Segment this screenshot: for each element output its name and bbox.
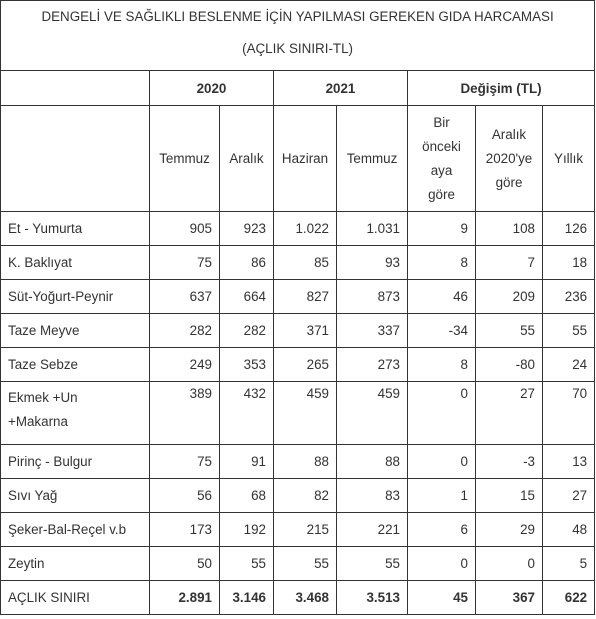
value-cell: 905 [150,212,220,246]
value-cell: 371 [274,314,337,348]
table-title [1,1,595,71]
value-cell: 88 [337,445,408,479]
row-label: Taze Meyve [1,314,150,348]
row-label: Zeytin [1,547,150,581]
group-header-empty [1,71,150,106]
value-cell: 1 [408,479,476,513]
sub-header-annual-change: Yıllık [543,106,595,212]
total-row [1,581,595,615]
sub-header-temmuz-2021: Temmuz [337,106,408,212]
value-cell: 91 [220,445,274,479]
table-row [1,382,595,445]
value-cell: 0 [408,445,476,479]
value-cell: 337 [337,314,408,348]
value-cell: -3 [476,445,543,479]
value-cell: 9 [408,212,476,246]
value-cell: -80 [476,348,543,382]
sub-header-haziran-2021: Haziran [274,106,337,212]
value-cell: 664 [220,280,274,314]
value-cell: 353 [220,348,274,382]
value-cell: 282 [150,314,220,348]
sub-header-empty [1,106,150,212]
value-cell: 24 [543,348,595,382]
group-header-2021: 2021 [274,71,408,106]
value-cell: 459 [337,382,408,445]
value-cell: 83 [337,479,408,513]
sub-header-row [1,106,595,212]
table-row [1,445,595,479]
value-cell: 0 [408,547,476,581]
value-cell: 827 [274,280,337,314]
value-cell: 29 [476,513,543,547]
value-cell: 0 [476,547,543,581]
title-unit: (AÇLIK SINIRI-TL) [242,41,353,56]
value-cell: 8 [408,348,476,382]
value-cell: 15 [476,479,543,513]
value-cell: 88 [274,445,337,479]
value-cell: 126 [543,212,595,246]
value-cell: 173 [150,513,220,547]
value-cell: 432 [220,382,274,445]
table-row [1,513,595,547]
sub-header-aralik-2020: Aralık [220,106,274,212]
value-cell: 389 [150,382,220,445]
value-cell: 86 [220,246,274,280]
row-label: K. Baklıyat [1,246,150,280]
value-cell: 1.031 [337,212,408,246]
value-cell: 75 [150,246,220,280]
value-cell: 265 [274,348,337,382]
total-value-cell: 622 [543,581,595,615]
value-cell: 923 [220,212,274,246]
value-cell: 56 [150,479,220,513]
group-header-2020: 2020 [150,71,274,106]
total-value-cell: 367 [476,581,543,615]
row-label: Et - Yumurta [1,212,150,246]
value-cell: 273 [337,348,408,382]
total-label: AÇLIK SINIRI [1,581,150,615]
row-label: Sıvı Yağ [1,479,150,513]
table-row [1,314,595,348]
value-cell: 70 [543,382,595,445]
group-header-row [1,71,595,106]
value-cell: 7 [476,246,543,280]
title-main: DENGELİ VE SAĞLIKLI BESLENME İÇİN YAPILMASI GEREKEN GIDA HARCAMASI [41,9,554,24]
value-cell: 249 [150,348,220,382]
value-cell: 236 [543,280,595,314]
value-cell: 5 [543,547,595,581]
value-cell: 18 [543,246,595,280]
value-cell: 209 [476,280,543,314]
row-label: Şeker-Bal-Reçel v.b [1,513,150,547]
sub-header-monthly-change: Bir önceki aya göre [408,106,476,212]
table-row [1,348,595,382]
table-row [1,280,595,314]
value-cell: 55 [476,314,543,348]
sub-header-since-december-change: Aralık 2020'ye göre [476,106,543,212]
row-label: Ekmek +Un +Makarna [1,382,150,445]
value-cell: 637 [150,280,220,314]
value-cell: 8 [408,246,476,280]
row-label: Pirinç - Bulgur [1,445,150,479]
value-cell: 6 [408,513,476,547]
value-cell: 55 [543,314,595,348]
table-row [1,212,595,246]
value-cell: 1.022 [274,212,337,246]
value-cell: 27 [476,382,543,445]
value-cell: 0 [408,382,476,445]
value-cell: 55 [337,547,408,581]
table-row [1,479,595,513]
value-cell: 93 [337,246,408,280]
value-cell: 55 [274,547,337,581]
value-cell: 282 [220,314,274,348]
row-label: Taze Sebze [1,348,150,382]
value-cell: 46 [408,280,476,314]
value-cell: 50 [150,547,220,581]
value-cell: 459 [274,382,337,445]
value-cell: 85 [274,246,337,280]
total-value-cell: 45 [408,581,476,615]
title-row [1,1,595,71]
total-value-cell: 3.513 [337,581,408,615]
row-label: Süt-Yoğurt-Peynir [1,280,150,314]
value-cell: 68 [220,479,274,513]
table-row [1,246,595,280]
value-cell: 48 [543,513,595,547]
sub-header-temmuz-2020: Temmuz [150,106,220,212]
value-cell: 108 [476,212,543,246]
value-cell: 27 [543,479,595,513]
value-cell: 221 [337,513,408,547]
total-value-cell: 3.468 [274,581,337,615]
value-cell: 55 [220,547,274,581]
value-cell: 215 [274,513,337,547]
value-cell: 82 [274,479,337,513]
value-cell: 192 [220,513,274,547]
value-cell: 13 [543,445,595,479]
total-value-cell: 3.146 [220,581,274,615]
total-value-cell: 2.891 [150,581,220,615]
value-cell: -34 [408,314,476,348]
value-cell: 75 [150,445,220,479]
value-cell: 873 [337,280,408,314]
table-row [1,547,595,581]
group-header-change: Değişim (TL) [408,71,595,106]
